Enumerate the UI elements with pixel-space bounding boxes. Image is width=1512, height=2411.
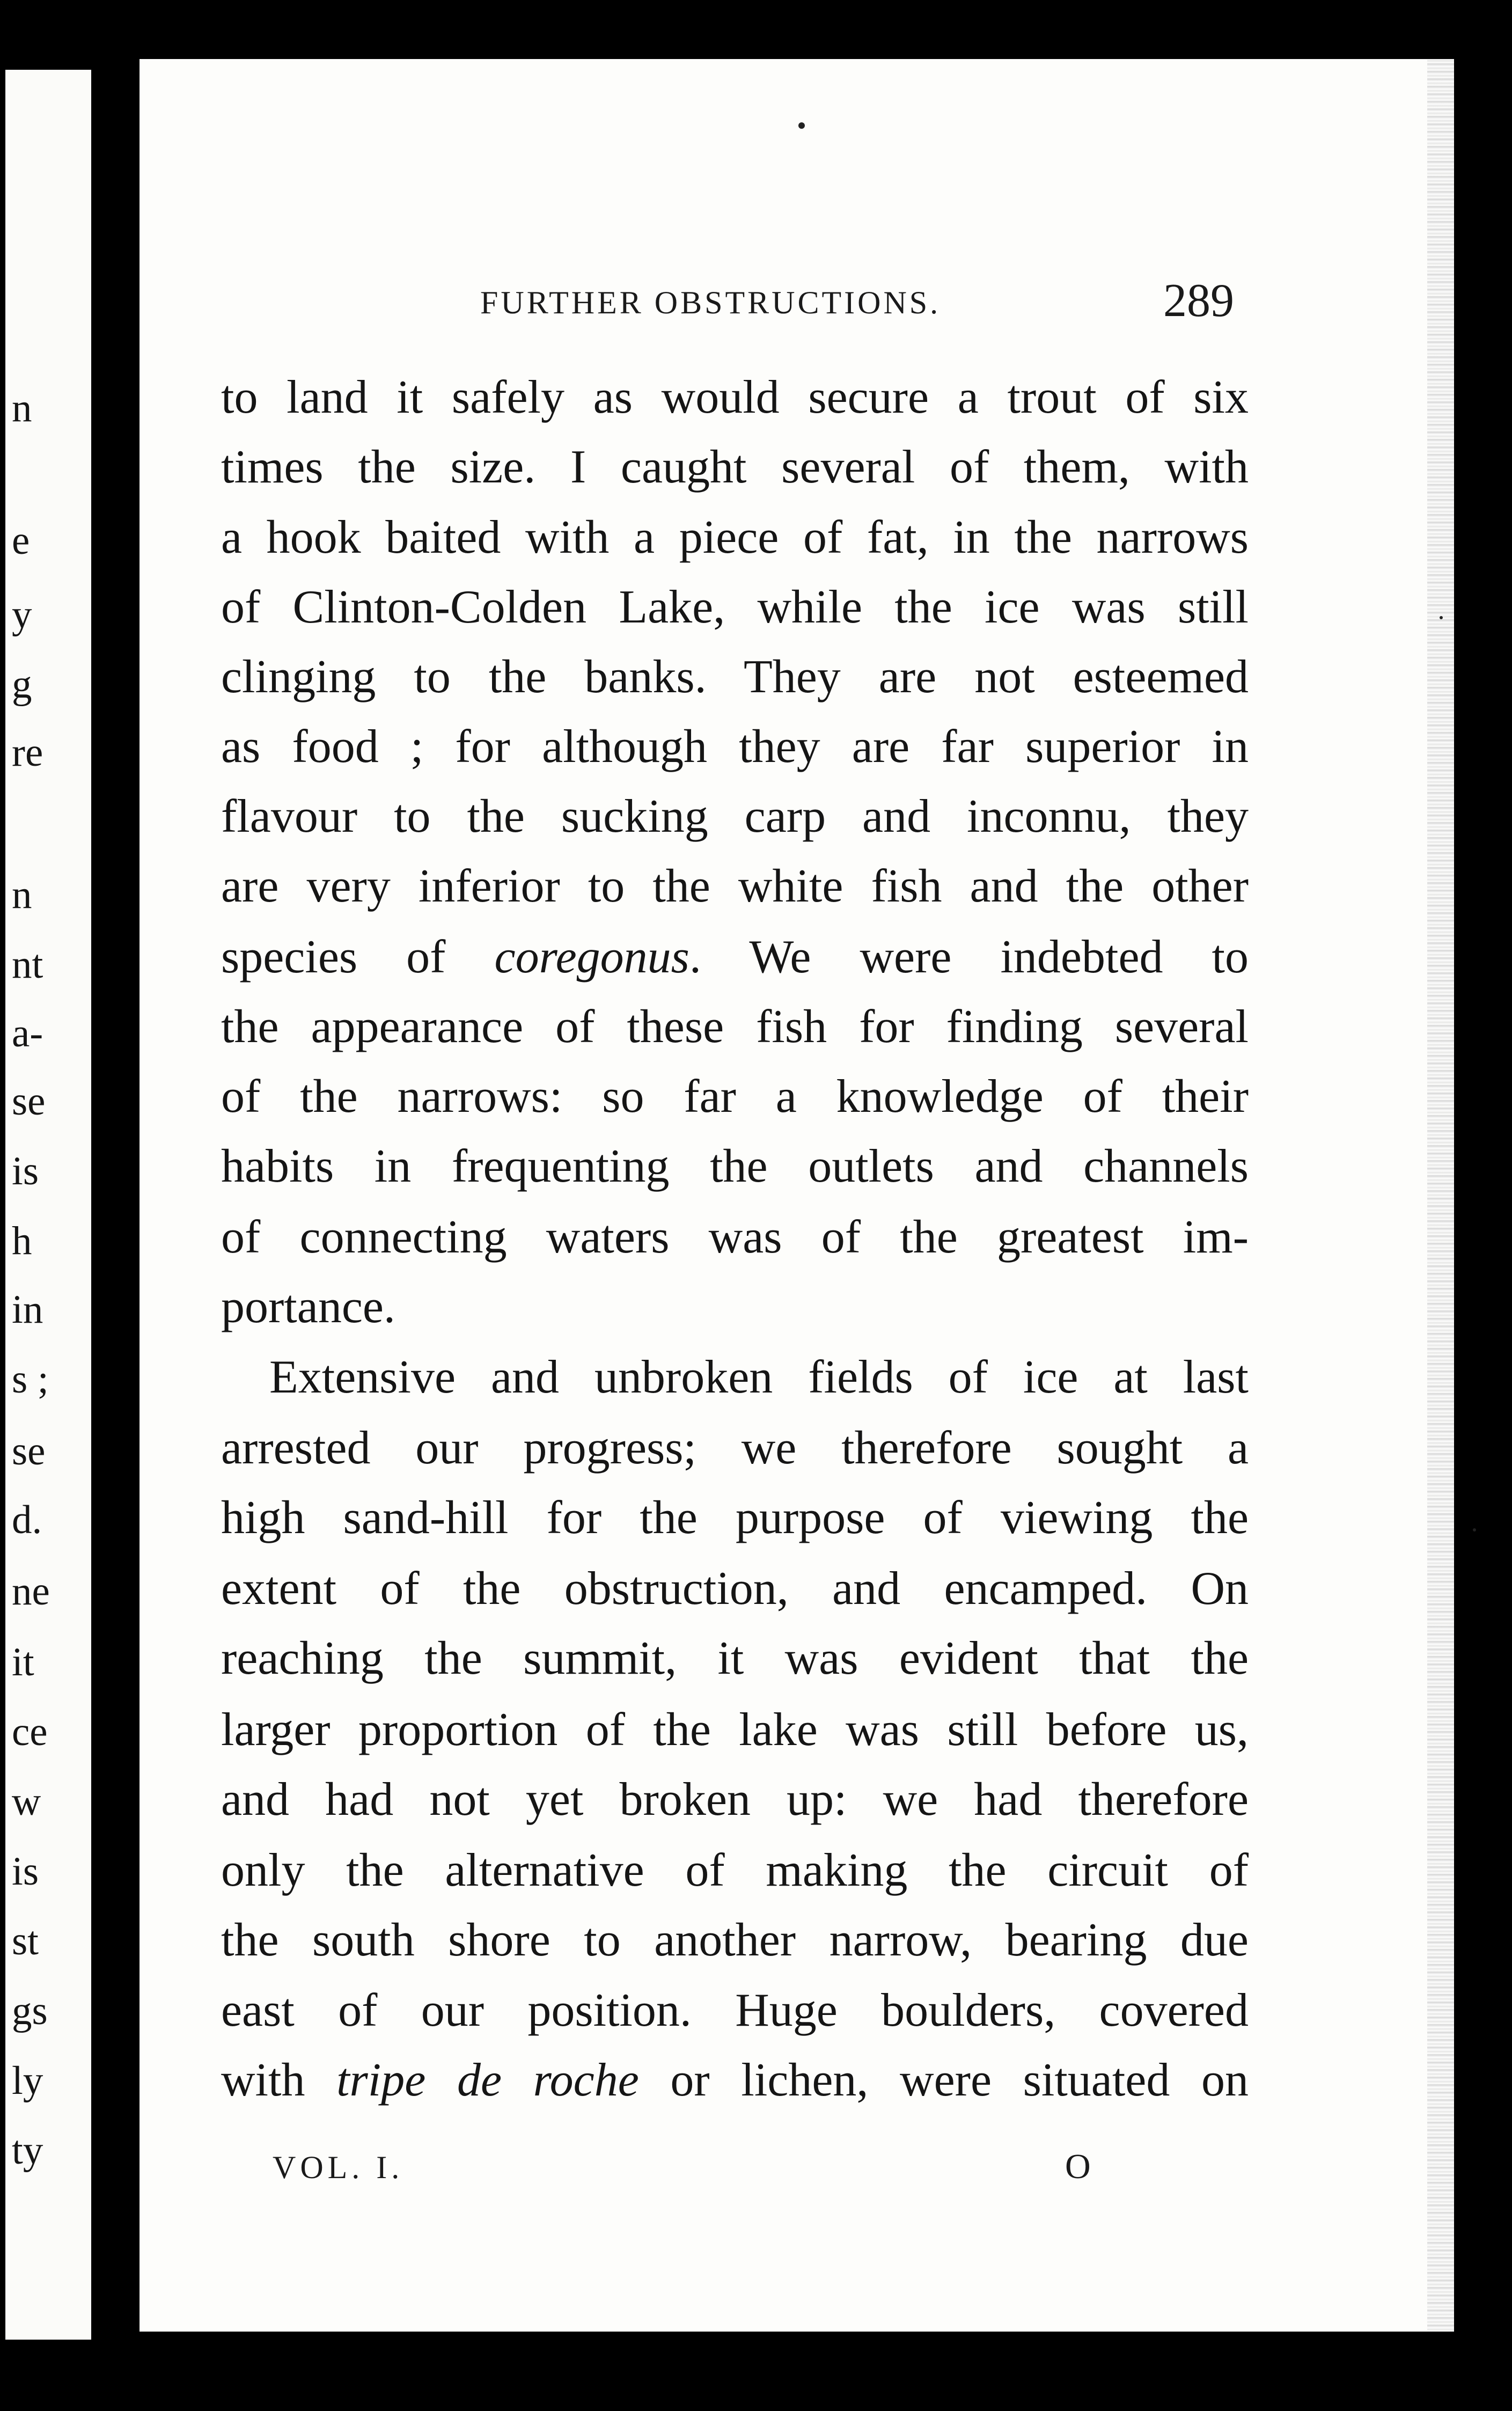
body-text-line: portance. — [221, 1281, 395, 1333]
page-number: 289 — [1163, 275, 1234, 327]
previous-page-fragment: gs — [12, 1989, 48, 2033]
previous-page-fragment: n — [12, 386, 32, 430]
previous-page-fragment: ty — [12, 2128, 43, 2173]
previous-page-fragment: ce — [12, 1710, 48, 1754]
previous-page-fragment: e — [12, 518, 30, 563]
previous-page-fragment: is — [12, 1149, 39, 1193]
page-edge-texture — [1427, 59, 1454, 2332]
previous-page-fragment: se — [12, 1079, 46, 1124]
body-text-line: of Clinton-Colden Lake, while the ice was still — [221, 581, 1249, 633]
previous-page-fragment: st — [12, 1919, 39, 1963]
body-text-line: only the alternative of making the circuit of — [221, 1844, 1249, 1896]
previous-page-fragment: s ; — [12, 1357, 49, 1402]
volume-signature: VOL. I. — [273, 2150, 404, 2185]
body-text-line: and had not yet broken up: we had therefore — [221, 1774, 1249, 1826]
italic-term: tripe de roche — [336, 2054, 639, 2106]
body-text-line: are very inferior to the white fish and the other — [221, 860, 1249, 912]
body-text-line — [221, 931, 1249, 983]
body-text-line: extent of the obstruction, and encamped. On — [221, 1563, 1249, 1615]
body-text-line: high sand-hill for the purpose of viewing the — [221, 1492, 1249, 1544]
ink-speck — [798, 122, 805, 129]
previous-page-fragment: n — [12, 873, 32, 917]
body-text-line: times the size. I caught several of them, with — [221, 441, 1249, 493]
text-run: . We were indebted to — [689, 931, 1249, 983]
body-text-line: habits in frequenting the outlets and channels — [221, 1140, 1249, 1192]
previous-page-fragment: d. — [12, 1498, 42, 1542]
body-text-line: to land it safely as would secure a trout of six — [221, 371, 1249, 423]
sheet-signature-mark: O — [1065, 2147, 1091, 2186]
book-gutter — [91, 0, 140, 2411]
paragraph-first-line: Extensive and unbroken fields of ice at last — [269, 1351, 1249, 1403]
ink-speck — [1473, 1528, 1476, 1531]
previous-page-fragment: ly — [12, 2058, 43, 2103]
body-text-line: larger proportion of the lake was still before us, — [221, 1704, 1249, 1756]
body-text-line: reaching the summit, it was evident that the — [221, 1632, 1249, 1684]
text-run: or lichen, were situated on — [638, 2054, 1249, 2106]
previous-page-fragment: is — [12, 1849, 39, 1894]
previous-page-strip — [5, 70, 91, 2340]
previous-page-fragment: g — [12, 662, 32, 707]
previous-page-fragment: nt — [12, 942, 43, 987]
previous-page-fragment: h — [12, 1219, 32, 1263]
previous-page-fragment: re — [12, 730, 43, 775]
previous-page-fragment: w — [12, 1779, 41, 1824]
previous-page-fragment: se — [12, 1429, 46, 1474]
previous-page-fragment: ne — [12, 1569, 50, 1614]
text-run: with — [221, 2054, 337, 2106]
body-text-line: east of our position. Huge boulders, covered — [221, 1984, 1249, 2036]
body-text-line: of connecting waters was of the greatest im- — [221, 1211, 1249, 1263]
previous-page-fragment: in — [12, 1287, 43, 1332]
body-text-line: as food ; for although they are far superior in — [221, 721, 1249, 773]
body-text-line: the appearance of these fish for finding several — [221, 1001, 1249, 1053]
body-text-line — [221, 2054, 1249, 2106]
body-text-line: flavour to the sucking carp and inconnu, they — [221, 790, 1249, 842]
previous-page-fragment: y — [12, 592, 32, 637]
italic-term: coregonus — [494, 931, 689, 983]
ink-speck — [1440, 616, 1443, 619]
body-text-line: arrested our progress; we therefore sought a — [221, 1422, 1249, 1474]
body-text-line: of the narrows: so far a knowledge of their — [221, 1071, 1249, 1123]
previous-page-fragment: a- — [12, 1011, 43, 1056]
body-text-line: a hook baited with a piece of fat, in the narrows — [221, 511, 1249, 563]
text-run: species of — [221, 931, 495, 983]
body-text-line: the south shore to another narrow, bearing due — [221, 1914, 1249, 1966]
scan-left-border — [0, 0, 5, 2411]
body-text-line: clinging to the banks. They are not esteemed — [221, 651, 1249, 703]
running-head: FURTHER OBSTRUCTIONS. — [480, 285, 941, 320]
previous-page-fragment: it — [12, 1640, 34, 1684]
